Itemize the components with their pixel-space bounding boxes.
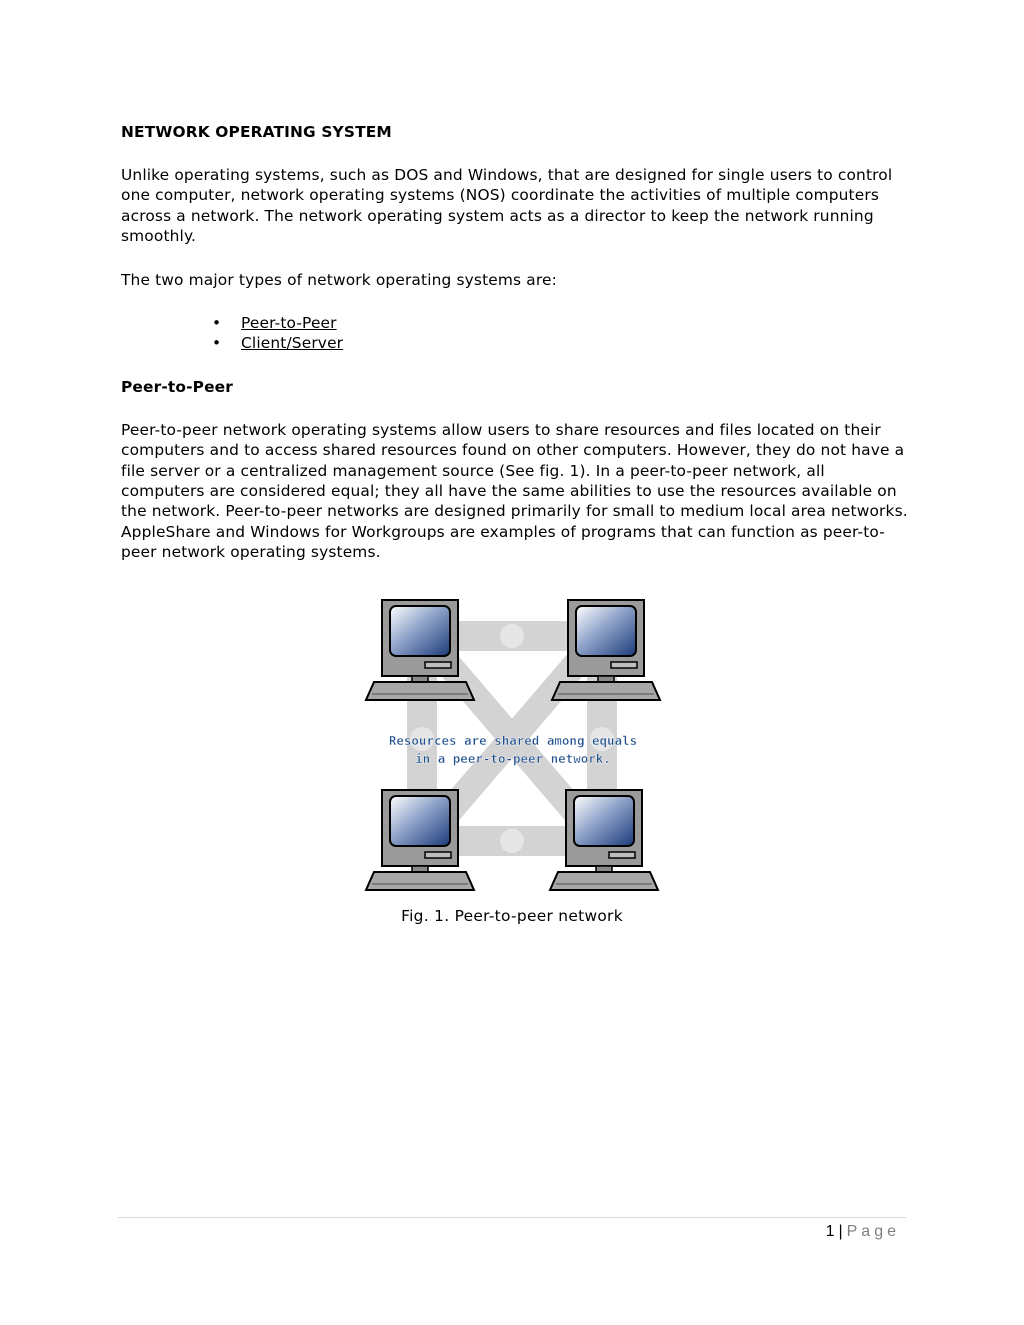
list-item	[121, 333, 911, 353]
nos-types-list	[121, 313, 911, 354]
types-intro-paragraph: The two major types of network operating systems are:	[121, 270, 557, 289]
computer-icon	[366, 600, 474, 700]
document-body	[121, 122, 911, 563]
figure-text-line-1: Resources are shared among equals	[388, 733, 638, 748]
footer-divider	[118, 1217, 906, 1218]
bullet-marker: •	[212, 334, 222, 353]
figure-caption: Fig. 1. Peer-to-peer network	[401, 907, 623, 925]
page-number: 1	[825, 1223, 835, 1240]
page-footer	[826, 1221, 900, 1243]
computer-icon	[550, 790, 658, 890]
section-heading-peer-to-peer: Peer-to-Peer	[121, 377, 233, 396]
peer-to-peer-figure	[362, 596, 662, 898]
computer-icon	[366, 790, 474, 890]
computer-icon	[552, 600, 660, 700]
bullet-marker: •	[212, 314, 222, 333]
figure-text-line-2: in a peer-to-peer network.	[415, 751, 611, 766]
page-title: NETWORK OPERATING SYSTEM	[121, 123, 392, 141]
peer-to-peer-paragraph: Peer-to-peer network operating systems allow users to share resources and files located on their computers and to access shared resources found on other computers. However, they do not have a file server or a centralized management source (See fig. 1). In a peer-to-peer network, all computers are considered equal; they all have the same abilities to use the resources available on the network. Peer-to-peer networks are designed primarily for small to medium local area networks. AppleShare and Windows for Workgroups are examples of programs that can function as peer-to-peer network operating systems.	[121, 420, 908, 562]
page-label: Page	[846, 1223, 900, 1240]
footer-separator: |	[838, 1223, 843, 1240]
network-diagram	[362, 596, 662, 898]
client-server-link[interactable]: Client/Server	[241, 334, 344, 353]
intro-paragraph: Unlike operating systems, such as DOS and Windows, that are designed for single users to control one computer, network operating systems (NOS) coordinate the activities of multiple computers across a network. The network operating system acts as a director to keep the network running smoothly.	[121, 166, 893, 246]
list-item	[121, 313, 911, 333]
peer-to-peer-link[interactable]: Peer-to-Peer	[241, 314, 337, 333]
